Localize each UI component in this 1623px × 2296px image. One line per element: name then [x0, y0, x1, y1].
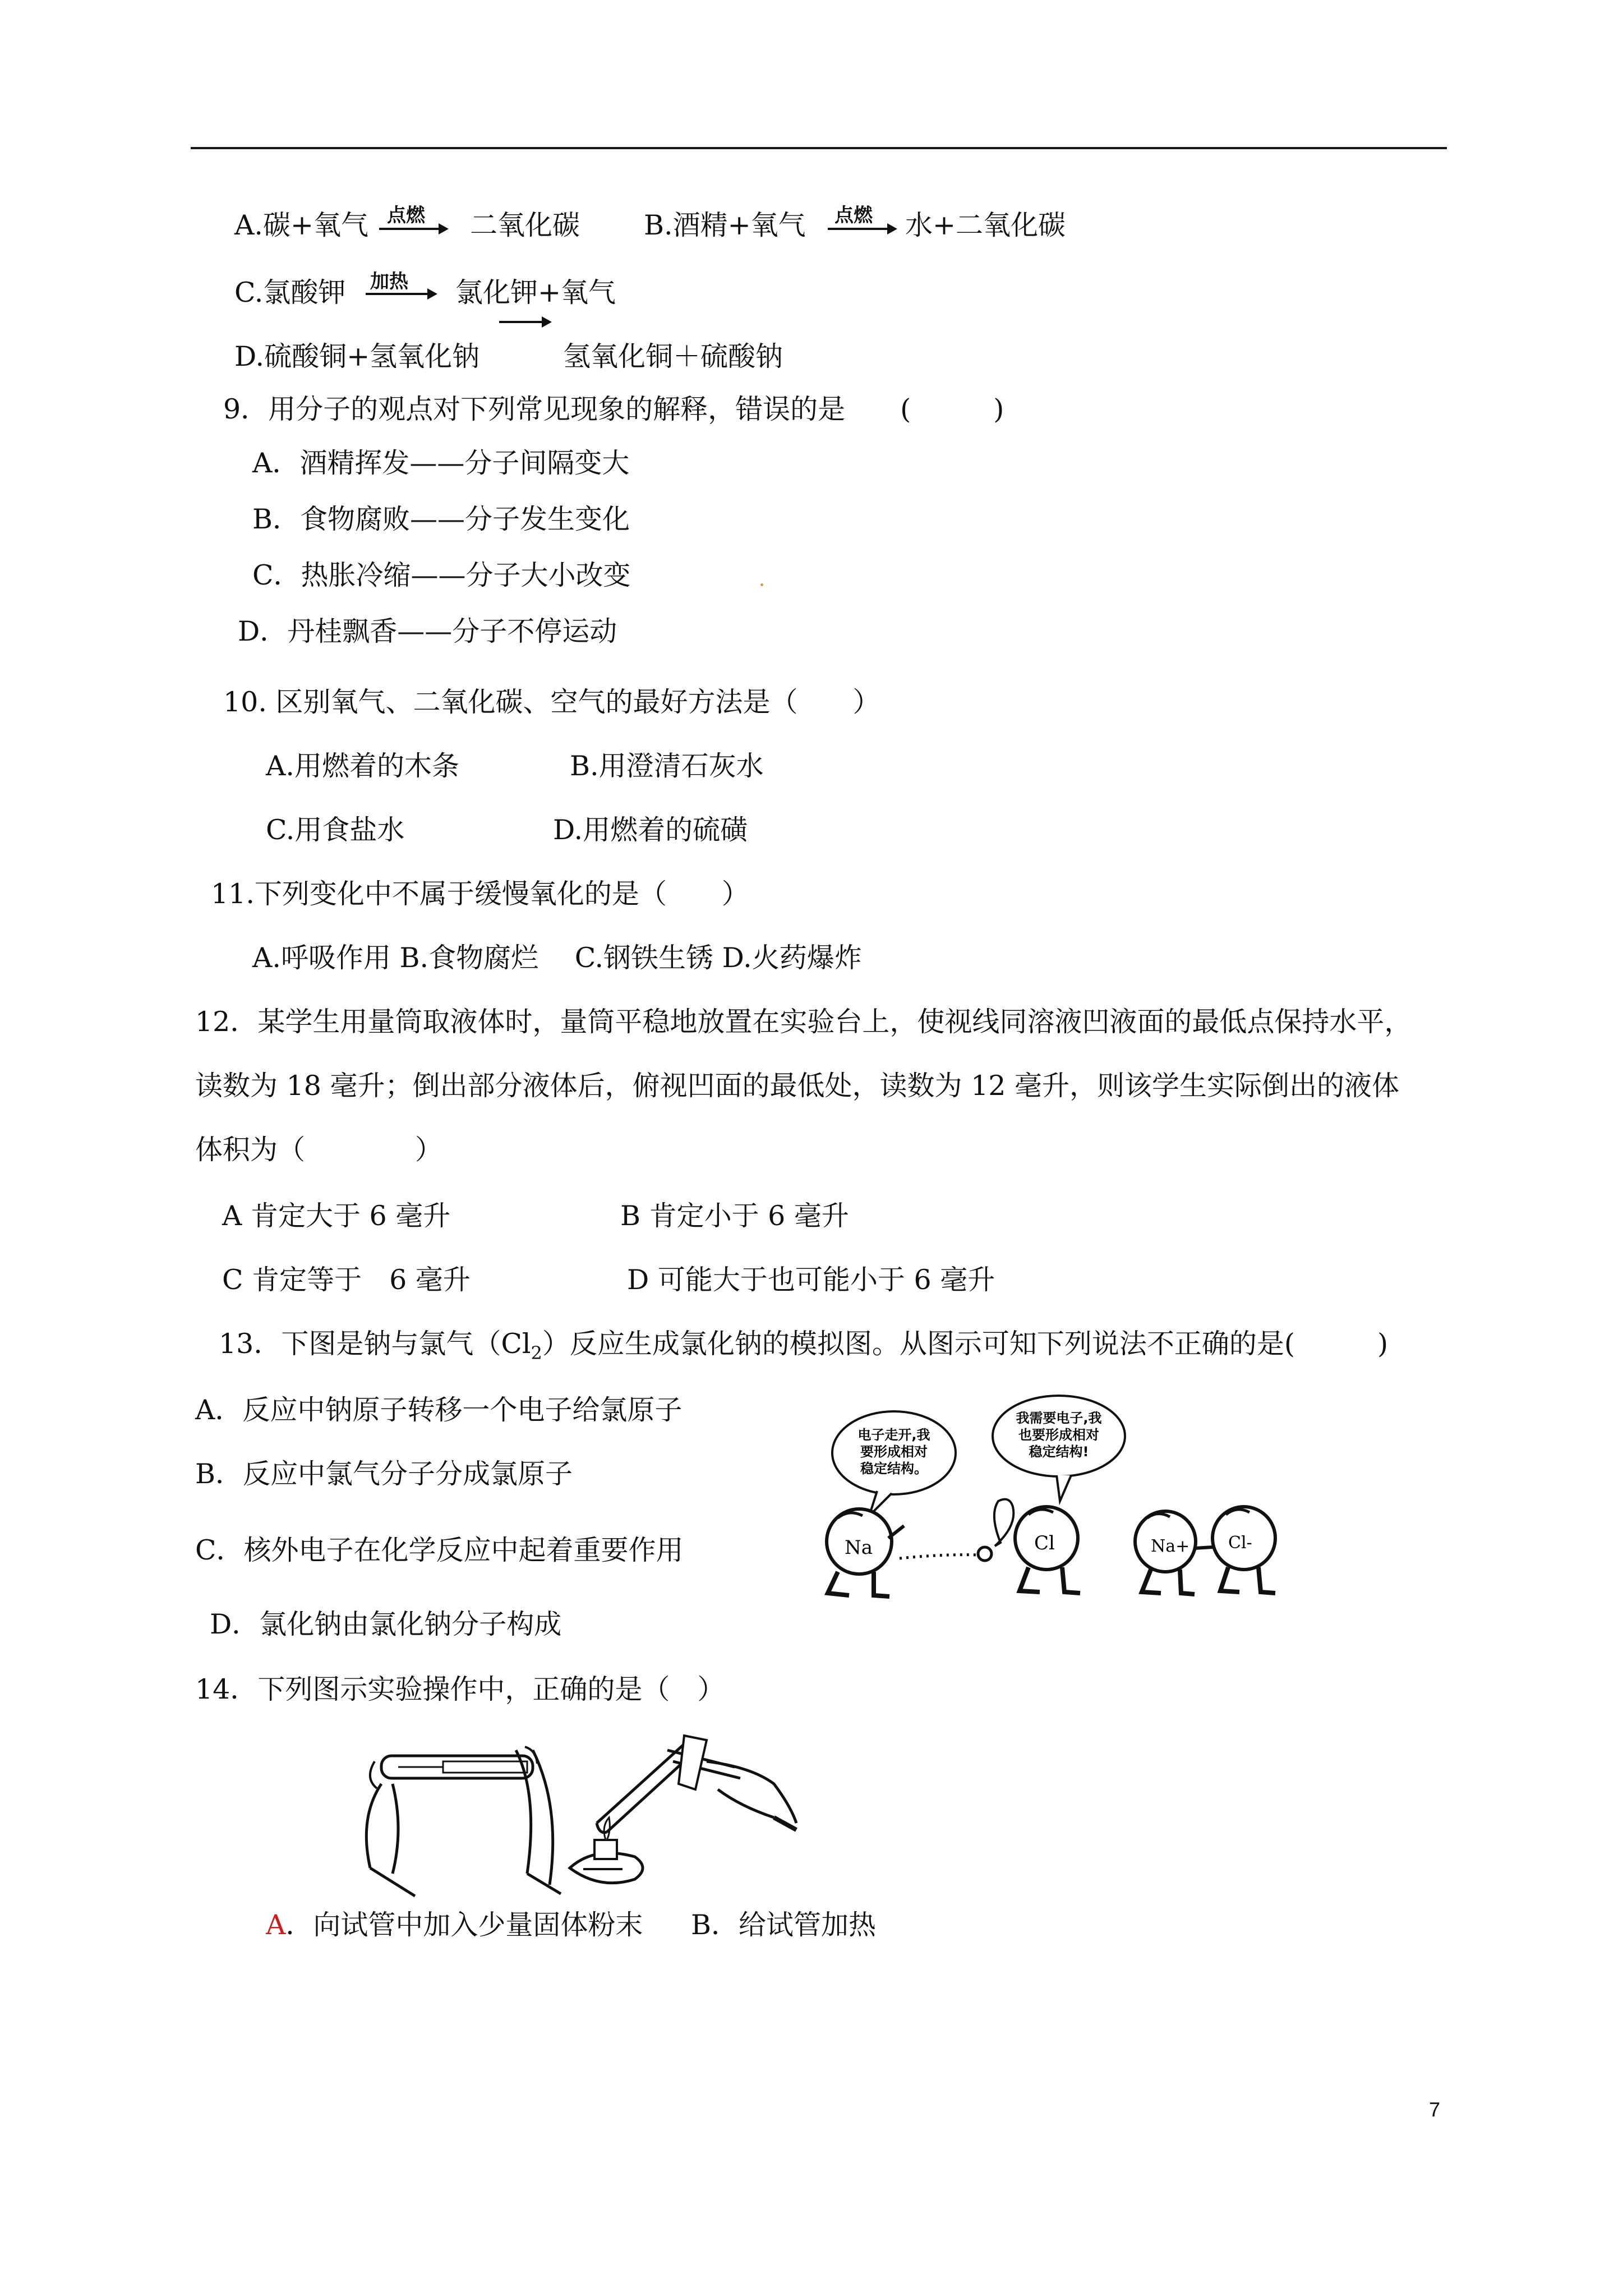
q10-stem: 10. 区别氧气、二氧化碳、空气的最好方法是（ ） — [223, 686, 880, 718]
q12-stem-line-3: 体积为（ ） — [195, 1134, 443, 1166]
q11-options: A.呼吸作用 B.食物腐烂 C.钢铁生锈 D.火药爆炸 — [252, 942, 862, 974]
q9-option-b: B．食物腐败——分子发生变化 — [252, 503, 630, 535]
na-ion-label: Na+ — [1151, 1536, 1190, 1556]
q13-reaction-illustration — [815, 1391, 1298, 1610]
q14-lab-illustration — [348, 1728, 808, 1902]
q10-option-b: B.用澄清石灰水 — [570, 750, 764, 782]
na-atom — [827, 1509, 904, 1596]
na-atom-label: Na — [845, 1536, 873, 1559]
q8-option-d-arrow — [499, 321, 550, 323]
q8-option-d-left: D.硫酸铜+氢氧化钠 — [234, 341, 480, 372]
page-number: 7 — [1429, 2098, 1441, 2121]
q14-caption-b: B．给试管加热 — [691, 1909, 877, 1941]
q8-option-d-right: 氢氧化铜＋硫酸钠 — [563, 341, 783, 372]
q9-option-a: A．酒精挥发——分子间隔变大 — [252, 447, 630, 479]
q13-option-d: D．氯化钠由氯化钠分子构成 — [210, 1608, 562, 1640]
na-bubble-line-3: 稳定结构。 — [860, 1461, 928, 1476]
q12-stem-line-1: 12．某学生用量筒取液体时，量筒平稳地放置在实验台上，使视线同溶液凹液面的最低点保持水平， — [195, 1006, 1412, 1038]
q14-caption-a — [266, 1908, 643, 1942]
cl-atom — [994, 1499, 1080, 1593]
q8-option-b-left: B.酒精+氧气 — [644, 209, 806, 241]
electron-path — [900, 1555, 978, 1558]
cl-ion-label: Cl- — [1228, 1533, 1252, 1553]
q10-option-d: D.用燃着的硫磺 — [553, 814, 748, 846]
cl-bubble-line-3: 稳定结构! — [1029, 1444, 1089, 1460]
q12-option-b: B 肯定小于 6 毫升 — [620, 1200, 849, 1232]
q8-option-b-right: 水+二氧化碳 — [905, 209, 1066, 241]
q9-stem: 9．用分子的观点对下列常见现象的解释，错误的是 ( ) — [223, 393, 1004, 425]
q8-option-b-arrow — [828, 228, 895, 230]
q9-option-d: D．丹桂飘香——分子不停运动 — [238, 615, 617, 647]
na-bubble-line-1: 电子走开,我 — [857, 1427, 930, 1443]
q8-option-a-left: A.碳+氧气 — [234, 209, 369, 241]
q12-option-d: D 可能大于也可能小于 6 毫升 — [627, 1264, 995, 1296]
q13-stem-subscript: 2 — [531, 1342, 542, 1364]
q13-stem-part-1: 13．下图是钠与氯气（Cl — [219, 1328, 531, 1360]
powder-addition-figure — [366, 1747, 561, 1896]
cl-ion — [1195, 1507, 1275, 1593]
electron — [978, 1547, 992, 1561]
q13-stem — [219, 1327, 1388, 1370]
na-bubble-line-2: 要形成相对 — [860, 1444, 928, 1460]
q13-stem-part-2: ）反应生成氯化钠的模拟图。从图示可知下列说法不正确的是( ) — [542, 1328, 1389, 1360]
cl-bubble-line-1: 我需要电子,我 — [1016, 1410, 1102, 1426]
q13-option-c: C．核外电子在化学反应中起着重要作用 — [195, 1534, 684, 1566]
q8-option-c-condition: 加热 — [370, 270, 408, 293]
q8-option-c-left: C.氯酸钾 — [234, 277, 346, 309]
na-ion — [1135, 1511, 1196, 1594]
q11-stem: 11.下列变化中不属于缓慢氧化的是（ ） — [211, 878, 749, 910]
q12-option-a: A 肯定大于 6 毫升 — [222, 1200, 451, 1232]
q8-option-a-right: 二氧化碳 — [470, 209, 580, 241]
q14-stem: 14．下列图示实验操作中，正确的是（ ） — [195, 1673, 725, 1705]
q8-option-c-arrow — [366, 293, 435, 295]
q10-option-c: C.用食盐水 — [266, 814, 405, 846]
q8-option-c-right: 氯化钾+氧气 — [455, 277, 616, 309]
q10-option-a: A.用燃着的木条 — [266, 750, 459, 782]
header-rule — [191, 147, 1447, 149]
stray-dot — [760, 583, 763, 586]
q13-option-a: A．反应中钠原子转移一个电子给氯原子 — [195, 1394, 683, 1426]
q8-option-b-condition: 点燃 — [834, 204, 873, 227]
q8-option-a-arrow — [379, 228, 446, 230]
q12-stem-line-2: 读数为 18 毫升；倒出部分液体后，俯视凹面的最低处，读数为 12 毫升，则该学生实际倒出的液体 — [195, 1070, 1400, 1102]
heating-test-tube-figure — [570, 1736, 796, 1883]
q8-option-a-condition: 点燃 — [387, 204, 425, 227]
q9-option-c: C．热胀冷缩——分子大小改变 — [252, 559, 631, 591]
q14-caption-a-letter: A — [266, 1909, 286, 1941]
q13-option-b: B．反应中氯气分子分成氯原子 — [195, 1458, 573, 1490]
q14-caption-a-text: ．向试管中加入少量固体粉末 — [285, 1909, 643, 1941]
cl-bubble-line-2: 也要形成相对 — [1018, 1427, 1099, 1443]
cl-atom-label: Cl — [1034, 1532, 1055, 1554]
q12-option-c: C 肯定等于 6 毫升 — [222, 1264, 471, 1296]
